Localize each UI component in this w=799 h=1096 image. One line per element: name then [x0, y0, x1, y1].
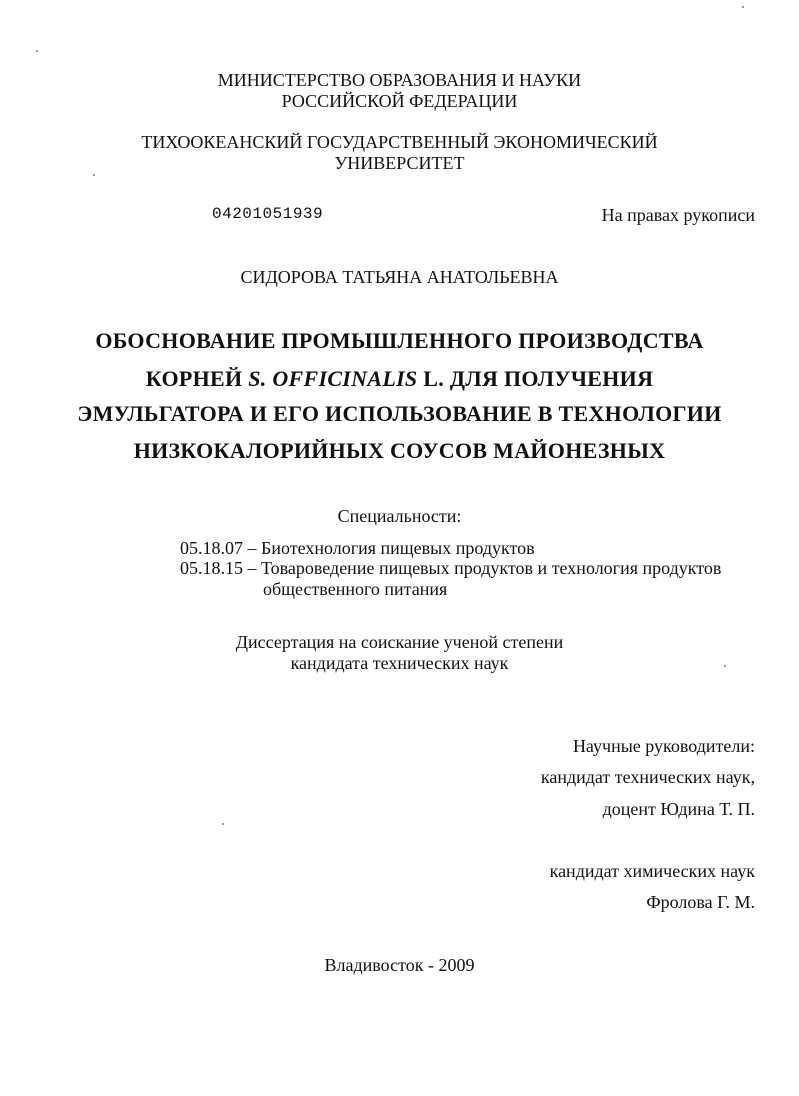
rights-note: На правах рукописи [601, 205, 755, 225]
supervisor-2-degree: кандидат химических наук [549, 861, 755, 881]
place-year: Владивосток - 2009 [324, 955, 475, 975]
author-name: СИДОРОВА ТАТЬЯНА АНАТОЛЬЕВНА [240, 267, 559, 287]
stamp-number: 04201051939 [212, 205, 324, 223]
ministry-line-1: МИНИСТЕРСТВО ОБРАЗОВАНИЯ И НАУКИ [217, 70, 582, 90]
degree-line-2: кандидата технических наук [290, 653, 509, 673]
title-line-1: ОБОСНОВАНИЕ ПРОМЫШЛЕННОГО ПРОИЗВОДСТВА [95, 328, 704, 353]
species-name: S. OFFICINALIS [248, 366, 418, 391]
specialty-item-1: 05.18.07 – Биотехнология пищевых продуктов [180, 538, 535, 558]
scan-speck [742, 6, 744, 8]
supervisor-1-name: доцент Юдина Т. П. [602, 799, 755, 819]
supervisor-2-name: Фролова Г. М. [646, 892, 755, 912]
scan-speck [222, 823, 224, 825]
title-line-2-prefix: КОРНЕЙ [145, 366, 249, 391]
scan-speck [36, 50, 38, 52]
supervisors-heading: Научные руководители: [572, 736, 755, 756]
degree-line-1: Диссертация на соискание ученой степени [235, 632, 564, 652]
title-line-3: ЭМУЛЬГАТОРА И ЕГО ИСПОЛЬЗОВАНИЕ В ТЕХНОЛОГИИ [77, 401, 722, 426]
specialty-item-2-line-2: общественного питания [263, 579, 448, 599]
specialties-heading: Специальности: [337, 506, 462, 526]
university-line-2: УНИВЕРСИТЕТ [334, 153, 465, 173]
title-line-2 [0, 368, 799, 390]
scan-speck [93, 174, 95, 176]
ministry-line-2: РОССИЙСКОЙ ФЕДЕРАЦИИ [281, 91, 518, 111]
specialty-item-2-line-1: 05.18.15 – Товароведение пищевых продуктов и технология продуктов [180, 558, 722, 578]
scan-speck [724, 665, 726, 667]
university-line-1: ТИХООКЕАНСКИЙ ГОСУДАРСТВЕННЫЙ ЭКОНОМИЧЕСКИЙ [141, 132, 658, 152]
title-line-2-suffix: L. ДЛЯ ПОЛУЧЕНИЯ [417, 366, 654, 391]
supervisor-1-degree: кандидат технических наук, [540, 767, 755, 787]
title-line-4: НИЗКОКАЛОРИЙНЫХ СОУСОВ МАЙОНЕЗНЫХ [133, 438, 666, 463]
